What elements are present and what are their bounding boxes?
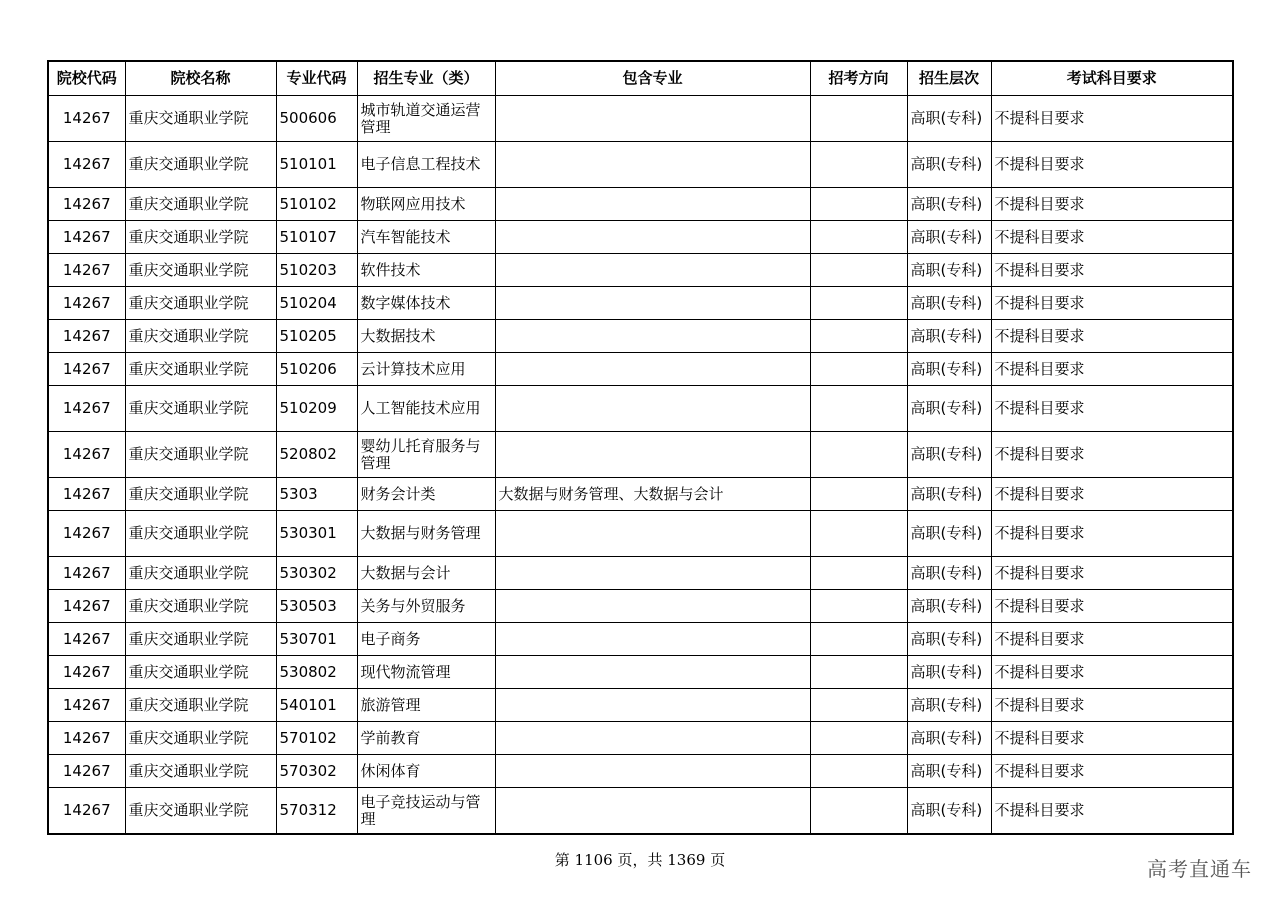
table-row [48, 557, 1233, 590]
cell-major-code: 530802 [276, 656, 357, 689]
cell-included-majors [495, 557, 810, 590]
cell-school-code: 14267 [48, 386, 125, 432]
cell-level: 高职(专科) [907, 722, 991, 755]
table-row [48, 788, 1233, 835]
header-direction: 招考方向 [810, 61, 907, 96]
cell-direction [810, 755, 907, 788]
cell-direction [810, 722, 907, 755]
cell-direction [810, 386, 907, 432]
cell-requirements: 不提科目要求 [991, 142, 1233, 188]
cell-direction [810, 656, 907, 689]
cell-level: 高职(专科) [907, 221, 991, 254]
cell-included-majors [495, 755, 810, 788]
cell-major-code: 510205 [276, 320, 357, 353]
cell-major: 大数据技术 [357, 320, 495, 353]
cell-major-code: 510203 [276, 254, 357, 287]
cell-major-code: 510101 [276, 142, 357, 188]
cell-major-code: 530301 [276, 511, 357, 557]
cell-included-majors [495, 254, 810, 287]
table-row [48, 320, 1233, 353]
cell-school-code: 14267 [48, 689, 125, 722]
cell-school-code: 14267 [48, 590, 125, 623]
cell-level: 高职(专科) [907, 320, 991, 353]
table-row [48, 353, 1233, 386]
cell-major-code: 530701 [276, 623, 357, 656]
cell-direction [810, 590, 907, 623]
cell-school-name: 重庆交通职业学院 [125, 689, 276, 722]
cell-requirements: 不提科目要求 [991, 478, 1233, 511]
cell-school-code: 14267 [48, 623, 125, 656]
cell-direction [810, 432, 907, 478]
cell-school-code: 14267 [48, 755, 125, 788]
cell-included-majors [495, 689, 810, 722]
cell-major: 汽车智能技术 [357, 221, 495, 254]
cell-included-majors [495, 722, 810, 755]
header-level: 招生层次 [907, 61, 991, 96]
cell-direction [810, 96, 907, 142]
cell-direction [810, 188, 907, 221]
cell-school-code: 14267 [48, 254, 125, 287]
cell-requirements: 不提科目要求 [991, 188, 1233, 221]
table-row [48, 142, 1233, 188]
cell-level: 高职(专科) [907, 432, 991, 478]
cell-major: 现代物流管理 [357, 656, 495, 689]
cell-requirements: 不提科目要求 [991, 722, 1233, 755]
cell-included-majors [495, 590, 810, 623]
cell-requirements: 不提科目要求 [991, 287, 1233, 320]
cell-included-majors [495, 656, 810, 689]
cell-level: 高职(专科) [907, 788, 991, 835]
cell-requirements: 不提科目要求 [991, 353, 1233, 386]
table-row [48, 656, 1233, 689]
cell-school-name: 重庆交通职业学院 [125, 287, 276, 320]
table-row [48, 590, 1233, 623]
admissions-table [47, 60, 1234, 835]
cell-direction [810, 557, 907, 590]
cell-major-code: 510107 [276, 221, 357, 254]
page-number: 第 1106 页，共 1369 页 [554, 851, 726, 869]
header-school-code: 院校代码 [48, 61, 125, 96]
cell-included-majors [495, 320, 810, 353]
cell-school-name: 重庆交通职业学院 [125, 254, 276, 287]
cell-major: 电子竞技运动与管理 [357, 788, 495, 835]
table-row [48, 511, 1233, 557]
header-major: 招生专业（类） [357, 61, 495, 96]
cell-major: 休闲体育 [357, 755, 495, 788]
cell-major: 学前教育 [357, 722, 495, 755]
cell-level: 高职(专科) [907, 386, 991, 432]
table-row [48, 722, 1233, 755]
cell-direction [810, 142, 907, 188]
cell-major-code: 510206 [276, 353, 357, 386]
cell-included-majors [495, 142, 810, 188]
cell-included-majors [495, 188, 810, 221]
cell-level: 高职(专科) [907, 254, 991, 287]
cell-direction [810, 320, 907, 353]
cell-requirements: 不提科目要求 [991, 254, 1233, 287]
cell-school-code: 14267 [48, 353, 125, 386]
cell-level: 高职(专科) [907, 287, 991, 320]
cell-major: 大数据与财务管理 [357, 511, 495, 557]
cell-major-code: 530503 [276, 590, 357, 623]
cell-school-name: 重庆交通职业学院 [125, 590, 276, 623]
cell-direction [810, 478, 907, 511]
cell-level: 高职(专科) [907, 590, 991, 623]
cell-major-code: 540101 [276, 689, 357, 722]
cell-requirements: 不提科目要求 [991, 689, 1233, 722]
cell-major: 城市轨道交通运营管理 [357, 96, 495, 142]
cell-school-name: 重庆交通职业学院 [125, 478, 276, 511]
table-row [48, 254, 1233, 287]
cell-major-code: 570102 [276, 722, 357, 755]
cell-included-majors: 大数据与财务管理、大数据与会计 [495, 478, 810, 511]
cell-level: 高职(专科) [907, 142, 991, 188]
cell-level: 高职(专科) [907, 188, 991, 221]
table-row [48, 96, 1233, 142]
cell-major: 物联网应用技术 [357, 188, 495, 221]
table-row [48, 221, 1233, 254]
cell-requirements: 不提科目要求 [991, 788, 1233, 835]
cell-requirements: 不提科目要求 [991, 755, 1233, 788]
cell-included-majors [495, 432, 810, 478]
cell-requirements: 不提科目要求 [991, 320, 1233, 353]
cell-requirements: 不提科目要求 [991, 96, 1233, 142]
cell-requirements: 不提科目要求 [991, 221, 1233, 254]
cell-direction [810, 254, 907, 287]
cell-school-name: 重庆交通职业学院 [125, 623, 276, 656]
cell-level: 高职(专科) [907, 623, 991, 656]
cell-major: 旅游管理 [357, 689, 495, 722]
cell-major: 云计算技术应用 [357, 353, 495, 386]
cell-direction [810, 788, 907, 835]
cell-school-code: 14267 [48, 788, 125, 835]
cell-school-code: 14267 [48, 511, 125, 557]
cell-included-majors [495, 353, 810, 386]
cell-requirements: 不提科目要求 [991, 386, 1233, 432]
cell-direction [810, 511, 907, 557]
cell-level: 高职(专科) [907, 755, 991, 788]
cell-included-majors [495, 287, 810, 320]
header-requirements: 考试科目要求 [991, 61, 1233, 96]
table-row [48, 755, 1233, 788]
cell-school-name: 重庆交通职业学院 [125, 188, 276, 221]
cell-included-majors [495, 623, 810, 656]
header-included-majors: 包含专业 [495, 61, 810, 96]
cell-included-majors [495, 788, 810, 835]
cell-school-code: 14267 [48, 221, 125, 254]
cell-level: 高职(专科) [907, 353, 991, 386]
table-row [48, 386, 1233, 432]
cell-school-name: 重庆交通职业学院 [125, 557, 276, 590]
cell-level: 高职(专科) [907, 511, 991, 557]
cell-direction [810, 287, 907, 320]
cell-level: 高职(专科) [907, 689, 991, 722]
cell-major: 电子信息工程技术 [357, 142, 495, 188]
header-row [48, 61, 1233, 96]
cell-major: 数字媒体技术 [357, 287, 495, 320]
header-school-name: 院校名称 [125, 61, 276, 96]
cell-level: 高职(专科) [907, 478, 991, 511]
cell-major: 关务与外贸服务 [357, 590, 495, 623]
table-row [48, 478, 1233, 511]
watermark: 高考直通车 [1147, 857, 1252, 881]
cell-school-code: 14267 [48, 96, 125, 142]
cell-requirements: 不提科目要求 [991, 432, 1233, 478]
cell-school-name: 重庆交通职业学院 [125, 755, 276, 788]
cell-major-code: 530302 [276, 557, 357, 590]
cell-school-code: 14267 [48, 722, 125, 755]
cell-school-name: 重庆交通职业学院 [125, 320, 276, 353]
cell-school-code: 14267 [48, 287, 125, 320]
table-row [48, 623, 1233, 656]
cell-school-code: 14267 [48, 188, 125, 221]
header-major-code: 专业代码 [276, 61, 357, 96]
table-row [48, 287, 1233, 320]
cell-major-code: 5303 [276, 478, 357, 511]
cell-included-majors [495, 96, 810, 142]
cell-school-name: 重庆交通职业学院 [125, 511, 276, 557]
cell-major-code: 570312 [276, 788, 357, 835]
table-row [48, 188, 1233, 221]
cell-included-majors [495, 511, 810, 557]
cell-major: 财务会计类 [357, 478, 495, 511]
cell-level: 高职(专科) [907, 656, 991, 689]
cell-major: 大数据与会计 [357, 557, 495, 590]
cell-requirements: 不提科目要求 [991, 557, 1233, 590]
cell-major: 电子商务 [357, 623, 495, 656]
cell-included-majors [495, 221, 810, 254]
cell-school-name: 重庆交通职业学院 [125, 788, 276, 835]
cell-direction [810, 221, 907, 254]
cell-major: 软件技术 [357, 254, 495, 287]
cell-requirements: 不提科目要求 [991, 623, 1233, 656]
cell-school-name: 重庆交通职业学院 [125, 353, 276, 386]
cell-major-code: 500606 [276, 96, 357, 142]
cell-school-name: 重庆交通职业学院 [125, 221, 276, 254]
cell-major-code: 520802 [276, 432, 357, 478]
cell-school-name: 重庆交通职业学院 [125, 722, 276, 755]
cell-school-name: 重庆交通职业学院 [125, 142, 276, 188]
cell-major: 婴幼儿托育服务与管理 [357, 432, 495, 478]
cell-requirements: 不提科目要求 [991, 511, 1233, 557]
cell-level: 高职(专科) [907, 557, 991, 590]
cell-major-code: 570302 [276, 755, 357, 788]
cell-level: 高职(专科) [907, 96, 991, 142]
cell-requirements: 不提科目要求 [991, 590, 1233, 623]
cell-major-code: 510204 [276, 287, 357, 320]
cell-school-code: 14267 [48, 432, 125, 478]
cell-school-code: 14267 [48, 142, 125, 188]
cell-major-code: 510102 [276, 188, 357, 221]
table-row [48, 432, 1233, 478]
cell-school-code: 14267 [48, 478, 125, 511]
table-row [48, 689, 1233, 722]
cell-requirements: 不提科目要求 [991, 656, 1233, 689]
cell-direction [810, 353, 907, 386]
cell-school-code: 14267 [48, 320, 125, 353]
cell-included-majors [495, 386, 810, 432]
cell-school-name: 重庆交通职业学院 [125, 386, 276, 432]
cell-school-name: 重庆交通职业学院 [125, 432, 276, 478]
cell-major: 人工智能技术应用 [357, 386, 495, 432]
cell-school-code: 14267 [48, 656, 125, 689]
cell-school-code: 14267 [48, 557, 125, 590]
cell-direction [810, 689, 907, 722]
cell-school-name: 重庆交通职业学院 [125, 96, 276, 142]
cell-school-name: 重庆交通职业学院 [125, 656, 276, 689]
cell-direction [810, 623, 907, 656]
cell-major-code: 510209 [276, 386, 357, 432]
